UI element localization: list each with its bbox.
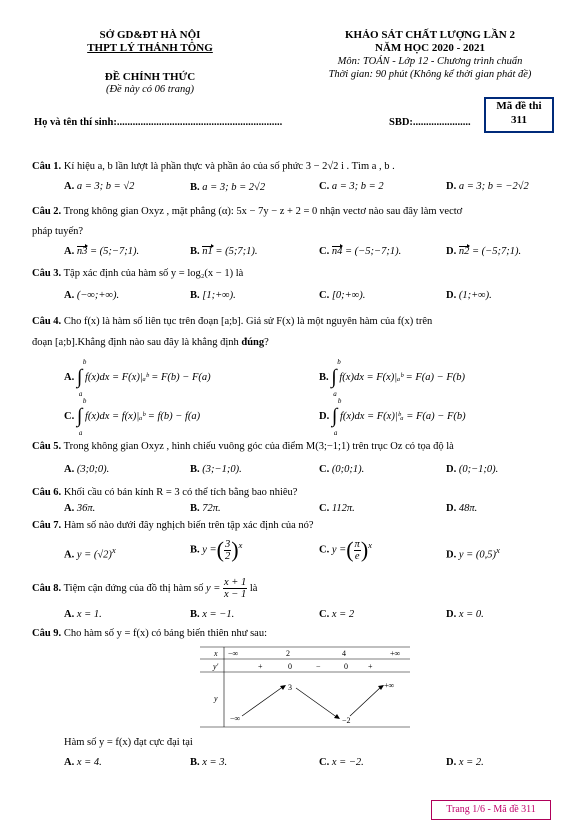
- q3-option-c: C. [0;+∞).: [319, 290, 366, 301]
- q5-option-d: D. (0;−1;0).: [446, 464, 499, 475]
- integral-icon: ∫ b a: [76, 358, 87, 398]
- q9-option-c: C. x = −2.: [319, 757, 364, 768]
- vt-sign: +: [368, 662, 373, 671]
- q1-option-a: A. a = 3; b = √2: [64, 181, 135, 192]
- exam-code-box: [484, 97, 554, 133]
- q3-option-a: A. (−∞;+∞).: [64, 290, 120, 301]
- school-name: THPT LÝ THÁNH TÔNG: [87, 42, 213, 54]
- q6-option-d: D. 48π.: [446, 503, 478, 514]
- subject-line: Môn: TOÁN - Lớp 12 - Chương trình chuẩn: [337, 56, 523, 67]
- q8-option-a: A. x = 1.: [64, 609, 102, 620]
- vt-x-value: 4: [342, 649, 346, 658]
- time-line: Thời gian: 90 phút (Không kể thời gian phát đề): [328, 69, 532, 80]
- page-count-note: (Đề này có 06 trang): [105, 84, 195, 95]
- question-1: Câu 1. Kí hiệu a, b lần lượt là phần thực và phần ảo của số phức 3 − 2√2 i . Tìm a , b .: [32, 161, 395, 172]
- school-department: SỞ GD&ĐT HÀ NỘI: [99, 29, 201, 41]
- exam-title: KHẢO SÁT CHẤT LƯỢNG LẦN 2: [344, 29, 516, 41]
- q7-option-c: C. y =( $\frac{\pi}{e}$ )$^x$: [319, 537, 373, 562]
- q4-option-c: C. ∫ b a f(x)dx = f(x)|ₐᵇ = f(b) − f(a): [64, 397, 201, 437]
- question-2: Câu 2. Trong không gian Oxyz , mặt phẳng (α): 5x − 7y − z + 2 = 0 nhận vectơ nào sau đây làm vectơ: [32, 206, 463, 217]
- q2-option-b: B. n1 = (5;7;1).: [190, 246, 258, 257]
- vt-y-left: −∞: [230, 714, 241, 723]
- q9-option-a: A. x = 4.: [64, 757, 102, 768]
- integral-icon: ∫ b a: [76, 397, 87, 437]
- question-3-text: Tập xác định của hàm số y = log₂(x − 1) là: [63, 268, 244, 279]
- q7-option-a: A. $y = (√2)^x$: [64, 545, 116, 561]
- q7-option-d: D. $y = (0,5)^x$: [446, 545, 500, 561]
- q2-option-c: C. n4 = (−5;−7;1).: [319, 246, 402, 257]
- q3-option-b: B. [1;+∞).: [190, 290, 236, 301]
- vt-arrow-down: [296, 688, 338, 718]
- question-4-text-cont: đoạn [a;b].Khẳng định nào sau đây là khẳng định đúng?: [32, 337, 269, 348]
- vt-x-value: −∞: [228, 649, 239, 658]
- exam-code-value: 311: [511, 114, 527, 126]
- q1-option-c: C. a = 3; b = 2: [319, 181, 384, 192]
- q8-option-d: D. x = 0.: [446, 609, 484, 620]
- vt-arrow-up: [242, 686, 284, 716]
- question-2-text: Trong không gian Oxyz , mặt phẳng (α): 5x − 7y − z + 2 = 0 nhận vectơ nào sau đây làm vectơ: [63, 206, 463, 217]
- student-name-field: Họ và tên thí sinh:...............................................................: [34, 117, 283, 128]
- q5-option-b: B. (3;−1;0).: [190, 464, 242, 475]
- q2-option-d: D. n2 = (−5;7;1).: [446, 246, 522, 257]
- q7-option-b: B. y =( $\frac{3}{2}$ )$^x$: [190, 537, 243, 562]
- vt-y-max: 3: [288, 683, 292, 692]
- question-3: Câu 3. Tập xác định của hàm số y = log₂(x − 1) là: [32, 268, 244, 279]
- vt-x-value: 2: [286, 649, 290, 658]
- q1-option-b: B. a = 3; b = 2√2: [190, 182, 266, 193]
- q4-option-b: B. ∫ b a f(x)dx = F(x)|ₐᵇ = F(a) − F(b): [319, 358, 466, 398]
- question-6: Câu 6. Khối cầu có bán kính R = 3 có thể tích bằng bao nhiêu?: [32, 487, 298, 498]
- q9-option-d: D. x = 2.: [446, 757, 484, 768]
- school-year: NĂM HỌC 2020 - 2021: [375, 42, 485, 54]
- question-7-text: Hàm số nào dưới đây nghịch biến trên tập xác định của nó?: [63, 520, 314, 531]
- integral-icon: ∫ b a: [331, 397, 342, 437]
- q4-option-a: A. ∫ b a f(x)dx = F(x)|ₐᵇ = F(b) − F(a): [64, 358, 211, 398]
- q3-option-d: D. (1;+∞).: [446, 290, 492, 301]
- question-1-text: Kí hiệu a, b lần lượt là phần thực và phần ảo của số phức 3 − 2√2 i . Tìm a , b .: [63, 161, 395, 172]
- q2-option-a: A. n3 = (5;−7;1).: [64, 246, 140, 257]
- q8-option-c: C. x = 2: [319, 609, 355, 620]
- vt-arrowhead: [334, 714, 340, 719]
- vt-x-value: +∞: [390, 649, 401, 658]
- vt-y-right: +∞: [384, 681, 395, 690]
- question-6-text: Khối cầu có bán kính R = 3 có thể tích bằng bao nhiêu?: [63, 487, 298, 498]
- q9-option-b: B. x = 3.: [190, 757, 228, 768]
- question-4: Câu 4. Cho f(x) là hàm số liên tục trên đoạn [a;b]. Giả sử F(x) là một nguyên hàm của f(x) trên: [32, 316, 433, 327]
- integral-icon: ∫ b a: [331, 358, 341, 398]
- q5-option-a: A. (3;0;0).: [64, 464, 110, 475]
- vt-sign: 0: [344, 662, 348, 671]
- q8-option-b: B. x = −1.: [190, 609, 235, 620]
- question-5-text: Trong không gian Oxyz , hình chiếu vuông góc của điểm M(3;−1;1) trên trục Oz có tọa độ là: [63, 441, 454, 452]
- q6-option-c: C. 112π.: [319, 503, 355, 514]
- question-4-text: Cho f(x) là hàm số liên tục trên đoạn [a;b]. Giả sử F(x) là một nguyên hàm của f(x) trên: [63, 316, 433, 327]
- vt-x-label: x: [214, 649, 218, 658]
- question-5: Câu 5. Trong không gian Oxyz , hình chiếu vuông góc của điểm M(3;−1;1) trên trục Oz có tọa độ là: [32, 441, 454, 452]
- question-9-text-cont: Hàm số y = f(x) đạt cực đại tại: [64, 737, 193, 748]
- question-9: Câu 9. Cho hàm số y = f(x) có bảng biến thiên như sau:: [32, 628, 268, 639]
- question-8: Câu 8. Tiệm cận đứng của đồ thị hàm số y = $\frac{x + 1}{x - 1}$ là: [32, 577, 258, 600]
- question-9-text: Cho hàm số y = f(x) có bảng biến thiên như sau:: [63, 628, 268, 639]
- page-footer: Trang 1/6 - Mã đề 311: [431, 800, 551, 820]
- question-2-text-cont: pháp tuyến?: [32, 226, 84, 237]
- q1-option-d: D. a = 3; b = −2√2: [446, 181, 529, 192]
- question-7: Câu 7. Hàm số nào dưới đây nghịch biến trên tập xác định của nó?: [32, 520, 314, 531]
- vt-arrowhead: [280, 685, 286, 690]
- q4-option-d: D. ∫ b a f(x)dx = F(x)|ᵇₐ = F(a) − F(b): [319, 397, 466, 437]
- exam-code-label: Mã đề thi: [496, 100, 542, 112]
- vt-arrow-up: [350, 686, 382, 716]
- vt-yp-label: y': [213, 662, 219, 671]
- variation-table: [200, 646, 410, 728]
- vt-y-min: −2: [342, 716, 351, 725]
- vt-sign: +: [258, 662, 263, 671]
- vt-sign: −: [316, 662, 321, 671]
- q5-option-c: C. (0;0;1).: [319, 464, 365, 475]
- q6-option-b: B. 72π.: [190, 503, 221, 514]
- official-exam-label: ĐỀ CHÍNH THỨC: [104, 71, 196, 83]
- q6-option-a: A. 36π.: [64, 503, 96, 514]
- vt-y-label: y: [214, 694, 218, 703]
- vt-sign: 0: [288, 662, 292, 671]
- candidate-number-field: SBD:......................: [389, 117, 471, 128]
